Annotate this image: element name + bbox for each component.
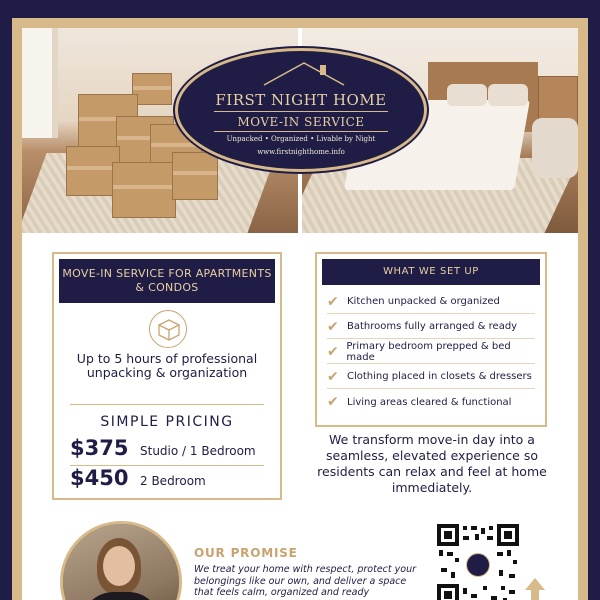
brand-logo — [175, 48, 427, 172]
box — [132, 73, 172, 105]
brand-url: www.firstnighthome.info — [257, 148, 345, 156]
price-label: 2 Bedroom — [140, 474, 206, 488]
check-icon: ✔ — [327, 394, 339, 410]
divider — [70, 404, 264, 405]
price-amount: $450 — [70, 466, 129, 490]
setup-item-text: Bathrooms fully arranged & ready — [347, 321, 518, 332]
arrow-up-icon — [523, 576, 547, 600]
box — [172, 152, 218, 200]
service-description: Up to 5 hours of professional unpacking & organization — [76, 351, 258, 380]
check-icon: ✔ — [327, 368, 339, 385]
window — [22, 28, 58, 138]
brand-subtitle: MOVE-IN SERVICE — [237, 115, 365, 129]
check-icon: ✔ — [327, 293, 339, 310]
service-card — [52, 252, 282, 500]
house-roof-icon — [262, 59, 346, 87]
setup-item-text: Kitchen unpacked & organized — [347, 296, 500, 307]
setup-item — [327, 290, 535, 314]
pillow — [488, 84, 528, 106]
brand-tagline: Unpacked • Organized • Livable by Night — [226, 135, 376, 143]
pricing-title: SIMPLE PRICING — [100, 414, 234, 430]
check-icon: ✔ — [327, 343, 339, 360]
setup-item — [327, 340, 535, 364]
promise-text: We treat your home with respect, protect your belongings like our own, and deliver a space that feels calm, organized and ready — [194, 564, 417, 598]
setup-item — [327, 365, 535, 389]
divider — [214, 131, 388, 132]
setup-item-text: Clothing placed in closets & dressers — [347, 371, 532, 382]
divider — [214, 111, 388, 112]
qr-code[interactable] — [437, 524, 519, 600]
setup-item-text: Living areas cleared & functional — [347, 396, 512, 408]
setup-item — [327, 390, 535, 414]
flyer-page — [22, 28, 578, 600]
service-card-heading: MOVE-IN SERVICE FOR APARTMENTS & CONDOS — [59, 259, 275, 303]
pillow — [447, 84, 487, 106]
box — [112, 162, 176, 218]
price-row — [70, 466, 270, 494]
price-amount: $375 — [70, 436, 129, 460]
check-icon: ✔ — [327, 318, 339, 335]
price-row — [70, 436, 270, 464]
setup-item-text: Primary bedroom prepped & bed made — [346, 340, 511, 363]
setup-card-heading: WHAT WE SET UP — [322, 259, 540, 285]
owner-portrait — [60, 521, 182, 600]
promise-title: OUR PROMISE — [194, 546, 298, 560]
price-label: Studio / 1 Bedroom — [140, 444, 256, 458]
qr-logo-badge — [466, 553, 490, 577]
header-photos — [22, 28, 578, 233]
box-icon — [149, 310, 187, 348]
armchair — [532, 118, 578, 178]
setup-card — [315, 252, 547, 427]
value-tagline: We transform move-in day into a seamless, elevated experience so residents can relax and feel at home immediately. — [317, 432, 547, 495]
brand-title: FIRST NIGHT HOME — [215, 91, 387, 109]
setup-item — [327, 315, 535, 339]
